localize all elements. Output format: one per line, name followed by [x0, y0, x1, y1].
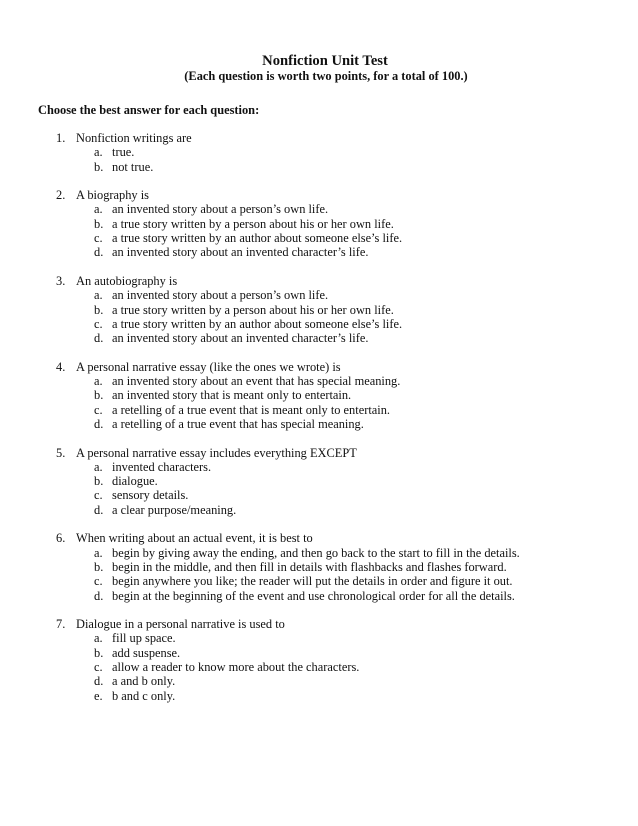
option-text: an invented story about an event that has special meaning.	[112, 374, 401, 389]
option-letter: d.	[94, 245, 104, 260]
option-text: a true story written by an author about someone else’s life.	[112, 316, 403, 331]
answer-option	[0, 245, 638, 259]
option-text: dialogue.	[112, 474, 158, 489]
option-letter: a.	[94, 631, 103, 646]
option-letter: c.	[94, 231, 103, 246]
option-text: a retelling of a true event that has special meaning.	[112, 416, 364, 431]
option-text: begin anywhere you like; the reader will put the details in order and figure it out.	[112, 574, 513, 589]
option-letter: b.	[94, 559, 104, 574]
question-text: A personal narrative essay (like the ones we wrote) is	[76, 359, 341, 374]
question-item	[0, 188, 638, 259]
option-text: begin at the beginning of the event and use chronological order for all the details.	[112, 588, 515, 603]
page-subtitle: (Each question is worth two points, for a total of 100.)	[184, 69, 468, 83]
answer-option	[0, 160, 638, 174]
option-letter: c.	[94, 574, 103, 589]
option-text: sensory details.	[112, 488, 189, 503]
option-letter: a.	[94, 288, 103, 303]
question-number: 4.	[56, 359, 66, 374]
option-letter: c.	[94, 488, 103, 503]
answer-option	[0, 474, 638, 488]
question-stem	[0, 617, 638, 631]
question-text: An autobiography is	[76, 273, 178, 288]
question-text: When writing about an actual event, it is best to	[76, 531, 313, 546]
question-stem	[0, 360, 638, 374]
answer-option	[0, 303, 638, 317]
option-letter: d.	[94, 588, 104, 603]
question-list	[0, 131, 638, 717]
answer-option	[0, 202, 638, 216]
answer-option	[0, 145, 638, 159]
option-letter: b.	[94, 474, 104, 489]
option-text: allow a reader to know more about the characters.	[112, 659, 360, 674]
option-letter: d.	[94, 502, 104, 517]
option-letter: b.	[94, 302, 104, 317]
option-letter: b.	[94, 216, 104, 231]
question-number: 3.	[56, 273, 66, 288]
answer-option	[0, 674, 638, 688]
option-text: a clear purpose/meaning.	[112, 502, 237, 517]
question-item	[0, 531, 638, 602]
option-letter: a.	[94, 145, 103, 160]
answer-option	[0, 503, 638, 517]
option-letter: d.	[94, 416, 104, 431]
option-text: a and b only.	[112, 674, 176, 689]
option-text: an invented story about a person’s own life.	[112, 288, 329, 303]
answer-option	[0, 317, 638, 331]
answer-option	[0, 388, 638, 402]
option-letter: a.	[94, 202, 103, 217]
answer-option	[0, 403, 638, 417]
question-stem	[0, 446, 638, 460]
option-letter: e.	[94, 688, 103, 703]
option-letter: d.	[94, 331, 104, 346]
option-text: b and c only.	[112, 688, 176, 703]
option-text: a retelling of a true event that is meant only to entertain.	[112, 402, 391, 417]
answer-option	[0, 331, 638, 345]
question-text: Nonfiction writings are	[76, 131, 192, 145]
question-item	[0, 131, 638, 174]
question-stem	[0, 274, 638, 288]
question-number: 6.	[56, 531, 66, 546]
option-text: not true.	[112, 159, 154, 174]
option-text: fill up space.	[112, 631, 176, 646]
answer-option	[0, 417, 638, 431]
answer-option	[0, 660, 638, 674]
option-text: an invented story about a person’s own life.	[112, 202, 329, 217]
option-text: true.	[112, 145, 135, 160]
answer-option	[0, 460, 638, 474]
option-letter: c.	[94, 659, 103, 674]
option-text: an invented story about an invented character’s life.	[112, 245, 369, 260]
answer-option	[0, 288, 638, 302]
question-text: A biography is	[76, 188, 149, 203]
option-letter: a.	[94, 459, 103, 474]
option-text: begin in the middle, and then fill in details with flashbacks and flashes forward.	[112, 559, 507, 574]
answer-option	[0, 560, 638, 574]
option-letter: b.	[94, 645, 104, 660]
option-text: an invented story about an invented character’s life.	[112, 331, 369, 346]
question-stem	[0, 131, 638, 145]
question-number: 1.	[56, 131, 66, 145]
page-title: Nonfiction Unit Test	[262, 53, 388, 69]
option-text: a true story written by a person about his or her own life.	[112, 302, 394, 317]
answer-option	[0, 217, 638, 231]
option-letter: c.	[94, 316, 103, 331]
question-item	[0, 446, 638, 517]
question-item	[0, 360, 638, 431]
option-letter: a.	[94, 374, 103, 389]
option-letter: b.	[94, 159, 104, 174]
option-text: an invented story that is meant only to entertain.	[112, 388, 352, 403]
question-number: 2.	[56, 188, 66, 203]
question-number: 5.	[56, 445, 66, 460]
option-letter: d.	[94, 674, 104, 689]
question-stem	[0, 531, 638, 545]
answer-option	[0, 374, 638, 388]
option-text: add suspense.	[112, 645, 181, 660]
answer-option	[0, 231, 638, 245]
question-item	[0, 274, 638, 345]
question-stem	[0, 188, 638, 202]
question-item	[0, 617, 638, 703]
question-text: A personal narrative essay includes everything EXCEPT	[76, 445, 357, 460]
option-letter: c.	[94, 402, 103, 417]
instructions: Choose the best answer for each question:	[38, 103, 260, 117]
answer-option	[0, 589, 638, 603]
option-text: a true story written by an author about someone else’s life.	[112, 231, 403, 246]
option-text: invented characters.	[112, 459, 212, 474]
option-letter: b.	[94, 388, 104, 403]
option-text: a true story written by a person about his or her own life.	[112, 216, 394, 231]
question-text: Dialogue in a personal narrative is used to	[76, 617, 285, 632]
answer-option	[0, 488, 638, 502]
answer-option	[0, 631, 638, 645]
answer-option	[0, 574, 638, 588]
answer-option	[0, 546, 638, 560]
option-text: begin by giving away the ending, and then go back to the start to fill in the details.	[112, 545, 520, 560]
answer-option	[0, 689, 638, 703]
answer-option	[0, 646, 638, 660]
option-letter: a.	[94, 545, 103, 560]
question-number: 7.	[56, 617, 66, 632]
